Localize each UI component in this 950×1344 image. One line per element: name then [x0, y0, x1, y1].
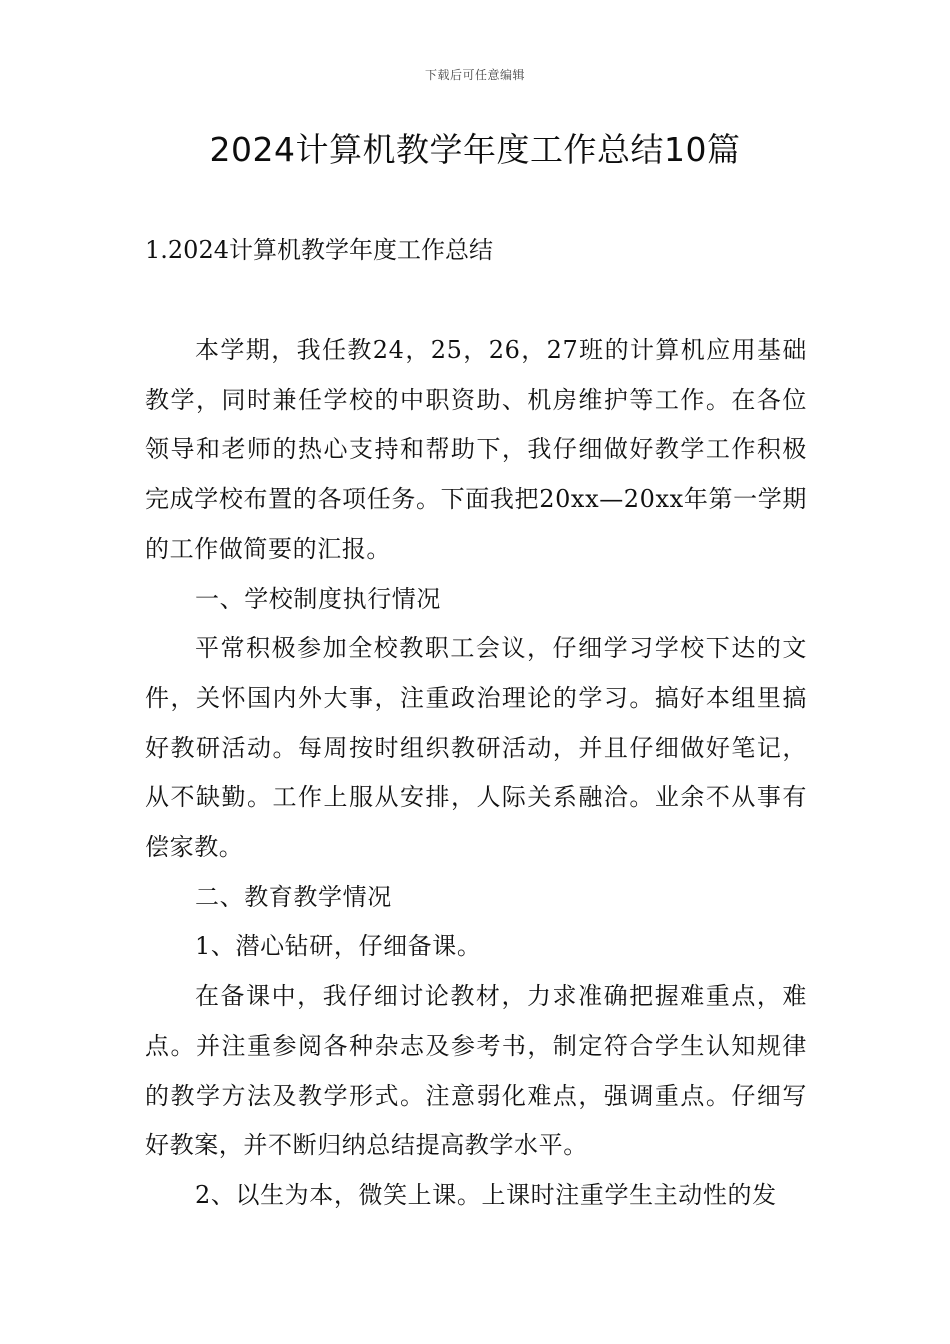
heading-teaching: 二、教育教学情况	[195, 882, 392, 911]
header-note: 下载后可任意编辑	[424, 68, 525, 82]
paragraph-intro: 本学期，我任教24，25，26，27班的计算机应用基础教学，同时兼任学校的中职资助、机房维护等工作。在各位领导和老师的热心支持和帮助下，我仔细做好教学工作积极完成学校布置的各项任务。下面我把20xx—20xx年第一学期的工作做简要的汇报。	[145, 336, 807, 563]
heading-school-rules: 一、学校制度执行情况	[195, 584, 441, 613]
paragraph-school-rules: 平常积极参加全校教职工会议，仔细学习学校下达的文件，关怀国内外大事，注重政治理论的学习。搞好本组里搞好教研活动。每周按时组织教研活动，并且仔细做好笔记，从不缺勤。工作上服从安排，人际关系融洽。业余不从事有偿家教。	[145, 634, 807, 862]
body-text	[145, 326, 807, 1221]
subheading-lesson-prep: 1、潜心钻研，仔细备课。	[195, 932, 482, 961]
document-title: 2024计算机教学年度工作总结10篇	[209, 130, 741, 169]
section-heading: 1.2024计算机教学年度工作总结	[145, 236, 493, 264]
paragraph-student-centered: 2、以生为本，微笑上课。上课时注重学生主动性的发	[195, 1180, 777, 1209]
paragraph-lesson-prep: 在备课中，我仔细讨论教材，力求准确把握难重点，难点。并注重参阅各种杂志及参考书，制定符合学生认知规律的教学方法及教学形式。注意弱化难点，强调重点。仔细写好教案，并不断归纳总结提高教学水平。	[145, 982, 807, 1160]
